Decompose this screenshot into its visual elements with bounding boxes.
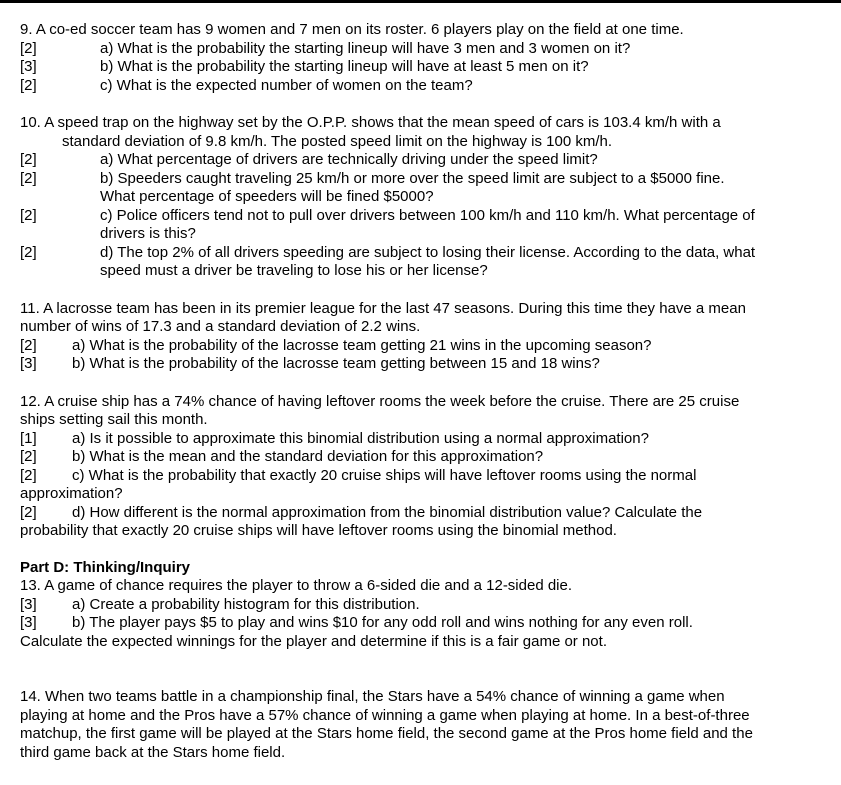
- question-12-stem-line-2: ships setting sail this month.: [20, 411, 208, 428]
- question-12-part-c-continuation: approximation?: [20, 485, 123, 502]
- mark-value: [2]: [20, 151, 37, 168]
- part-text-line-1: c) Police officers tend not to pull over drivers between 100 km/h and 110 km/h. What percentage of: [100, 206, 755, 224]
- question-12-part-c: [20, 467, 820, 486]
- part-text: b) The player pays $5 to play and wins $10 for any odd roll and wins nothing for any even roll.: [72, 614, 693, 631]
- question-12: [20, 393, 820, 541]
- question-11-stem-line-1: 11. A lacrosse team has been in its premier league for the last 47 seasons. During this time they have a mean: [20, 299, 746, 317]
- question-13-continuation: Calculate the expected winnings for the player and determine if this is a fair game or not.: [20, 632, 607, 650]
- question-12-part-d: [20, 504, 820, 523]
- mark-value: [2]: [20, 448, 37, 465]
- question-13-part-b: [20, 614, 820, 633]
- mark-value: [3]: [20, 355, 37, 372]
- mark-value: [2]: [20, 503, 37, 521]
- question-10-part-b: [20, 170, 820, 207]
- part-text-line-1: b) Speeders caught traveling 25 km/h or more over the speed limit are subject to a $5000 fine.: [100, 169, 725, 187]
- spacer: [20, 651, 820, 688]
- question-9-part-c: [20, 77, 820, 96]
- part-text: [100, 207, 820, 244]
- question-13-part-a: [20, 596, 820, 615]
- question-14-line-2: playing at home and the Pros have a 57% chance of winning a game when playing at home. In a best-of-three: [20, 706, 750, 724]
- worksheet-page: [20, 21, 820, 762]
- part-text-line-1: d) The top 2% of all drivers speeding are subject to losing their license. According to the data, what: [100, 243, 756, 261]
- question-10-part-a: [20, 151, 820, 170]
- question-14: [20, 688, 820, 762]
- question-9-part-a: [20, 40, 820, 59]
- mark-value: [2]: [20, 206, 37, 224]
- part-text-line-2: drivers is this?: [100, 225, 196, 242]
- mark-value: [2]: [20, 336, 37, 354]
- mark-value: [2]: [20, 76, 37, 94]
- mark-value: [3]: [20, 58, 37, 75]
- mark-value: [3]: [20, 595, 37, 613]
- part-text: b) What is the probability of the lacrosse team getting between 15 and 18 wins?: [72, 355, 600, 372]
- question-14-line-3: matchup, the first game will be played at the Stars home field, the second game at the Pros home field and the: [20, 725, 753, 742]
- question-9-stem: 9. A co-ed soccer team has 9 women and 7 men on its roster. 6 players play on the field at one time.: [20, 21, 684, 38]
- spacer: [20, 281, 820, 300]
- part-text: c) What is the expected number of women on the team?: [100, 76, 473, 94]
- spacer: [20, 374, 820, 393]
- question-13-stem: 13. A game of chance requires the player to throw a 6-sided die and a 12-sided die.: [20, 577, 573, 594]
- question-13: [20, 577, 820, 651]
- question-14-line-4: third game back at the Stars home field.: [20, 743, 286, 761]
- question-12-part-d-continuation: probability that exactly 20 cruise ships will have leftover rooms using the binomial method.: [20, 522, 617, 539]
- question-12-part-b: [20, 448, 820, 467]
- question-9-part-b: [20, 58, 820, 77]
- mark-value: [2]: [20, 466, 37, 484]
- part-text: d) How different is the normal approximation from the binomial distribution value? Calculate the: [72, 503, 703, 521]
- mark-value: [2]: [20, 243, 37, 261]
- mark-value: [3]: [20, 614, 37, 631]
- part-text: a) Is it possible to approximate this binomial distribution using a normal approximation?: [72, 429, 649, 447]
- question-11: [20, 300, 820, 374]
- part-text: a) What is the probability of the lacrosse team getting 21 wins in the upcoming season?: [72, 336, 652, 354]
- part-text-line-2: What percentage of speeders will be fined $5000?: [100, 188, 434, 205]
- mark-value: [1]: [20, 429, 37, 447]
- part-text-line-2: speed must a driver be traveling to lose his or her license?: [100, 262, 488, 279]
- spacer: [20, 541, 820, 559]
- question-12-part-a: [20, 430, 820, 449]
- top-border-line: [0, 0, 841, 3]
- spacer: [20, 95, 820, 114]
- question-10-stem-line-1: 10. A speed trap on the highway set by the O.P.P. shows that the mean speed of cars is 103.4 km/h with a: [20, 114, 721, 131]
- part-text: a) What is the probability the starting lineup will have 3 men and 3 women on it?: [100, 39, 631, 57]
- question-9: [20, 21, 820, 95]
- part-text: b) What is the probability the starting lineup will have at least 5 men on it?: [100, 58, 589, 75]
- question-10: [20, 114, 820, 281]
- part-text: b) What is the mean and the standard deviation for this approximation?: [72, 448, 544, 465]
- part-text: [100, 170, 820, 207]
- part-text: [100, 244, 820, 281]
- mark-value: [2]: [20, 39, 37, 57]
- question-10-part-c: [20, 207, 820, 244]
- part-text: c) What is the probability that exactly 20 cruise ships will have leftover rooms using the normal: [72, 466, 697, 484]
- mark-value: [2]: [20, 169, 37, 187]
- question-11-part-b: [20, 355, 820, 374]
- question-12-stem-line-1: 12. A cruise ship has a 74% chance of having leftover rooms the week before the cruise. There are 25 cruise: [20, 392, 740, 410]
- part-text: a) What percentage of drivers are technically driving under the speed limit?: [100, 151, 598, 168]
- section-heading-part-d: Part D: Thinking/Inquiry: [20, 558, 191, 576]
- question-11-part-a: [20, 337, 820, 356]
- question-14-line-1: 14. When two teams battle in a championship final, the Stars have a 54% chance of winning a game when: [20, 688, 725, 705]
- question-11-stem-line-2: number of wins of 17.3 and a standard deviation of 2.2 wins.: [20, 318, 421, 335]
- question-10-part-d: [20, 244, 820, 281]
- question-10-stem-line-2: standard deviation of 9.8 km/h. The posted speed limit on the highway is 100 km/h.: [62, 132, 613, 150]
- part-text: a) Create a probability histogram for this distribution.: [72, 595, 420, 613]
